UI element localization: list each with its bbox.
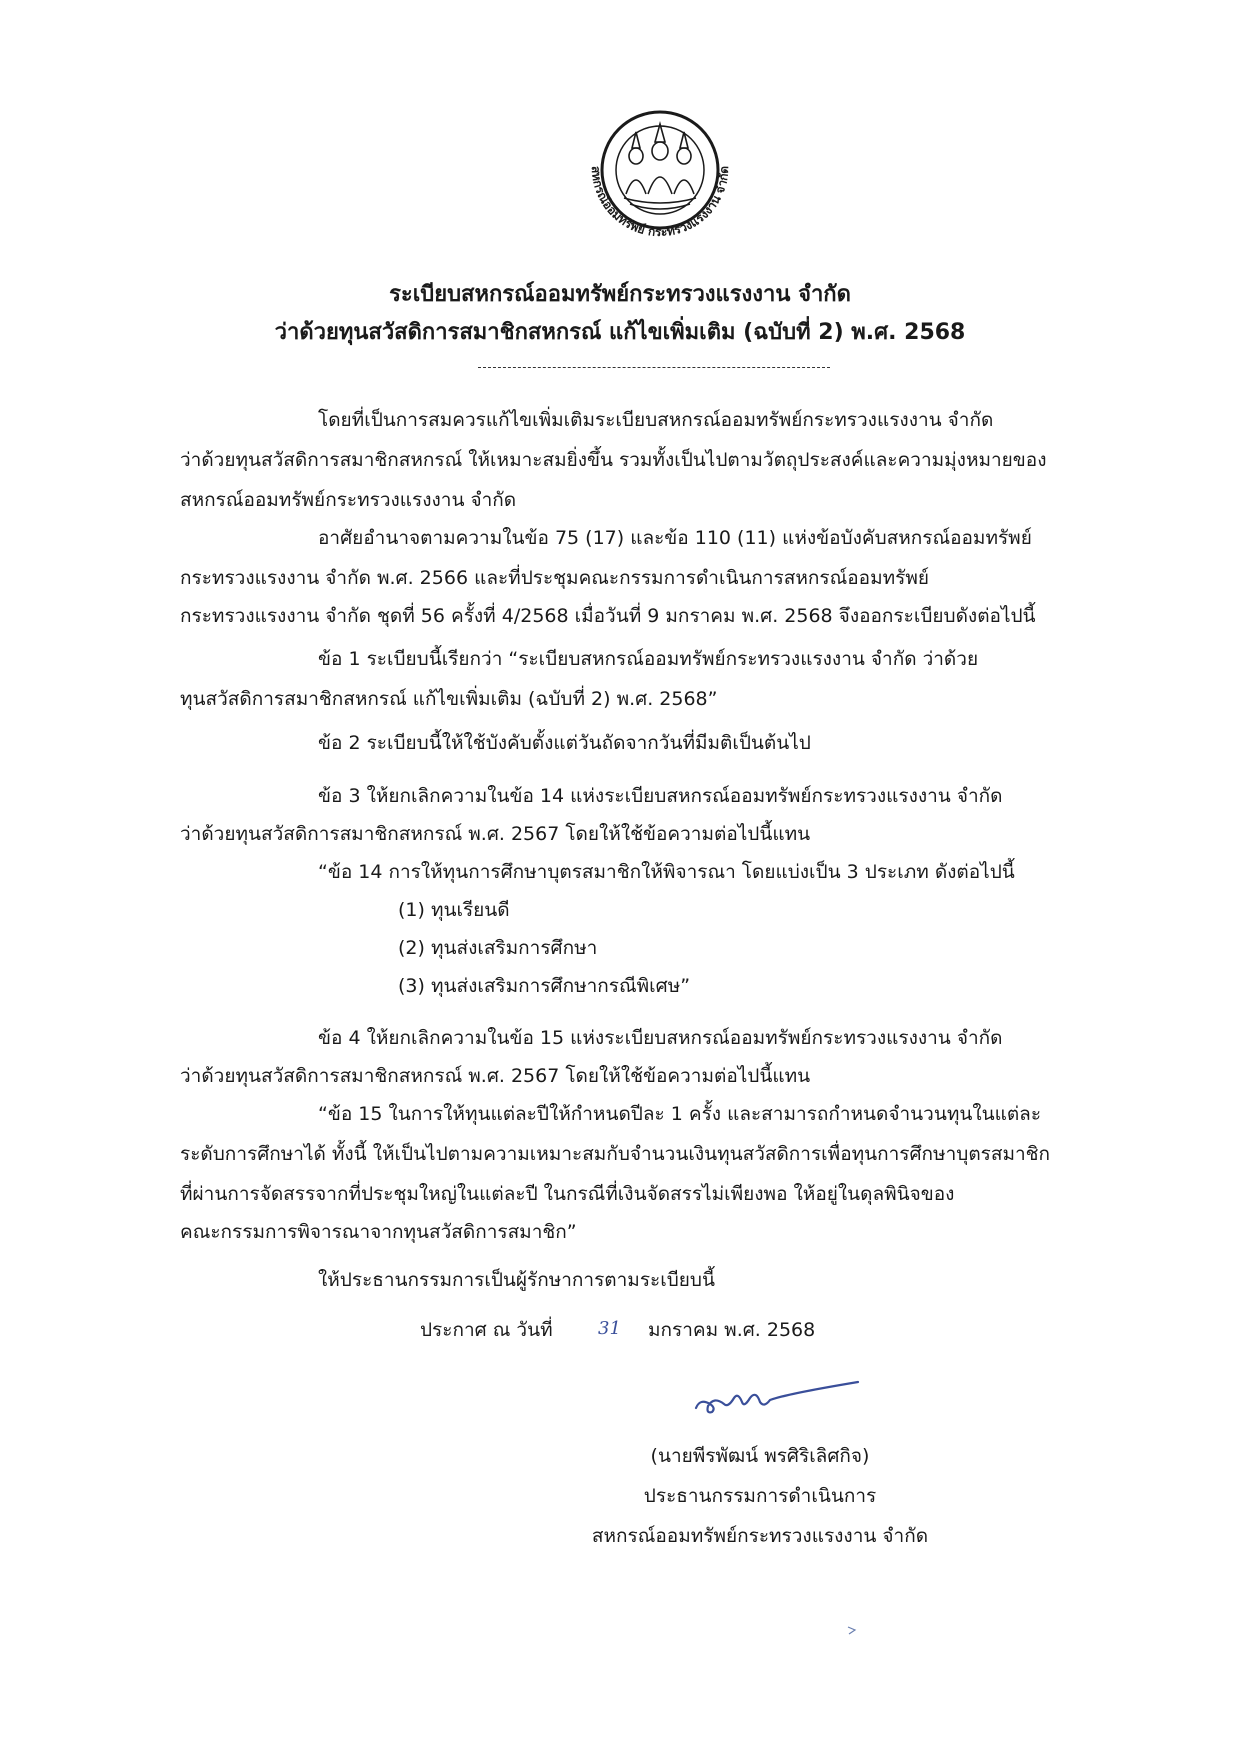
authority-line: อาศัยอำนาจตามความในข้อ 75 (17) และข้อ 110 (11) แห่งข้อบังคับสหกรณ์ออมทรัพย์ (318, 527, 1032, 549)
clause-1: ข้อ 1 ระเบียบนี้เรียกว่า “ระเบียบสหกรณ์ออมทรัพย์กระทรวงแรงงาน จำกัด ว่าด้วย (318, 648, 979, 670)
handwritten-signature-icon (690, 1368, 860, 1424)
preamble-line: โดยที่เป็นการสมควรแก้ไขเพิ่มเติมระเบียบสหกรณ์ออมทรัพย์กระทรวงแรงงาน จำกัด (318, 409, 994, 431)
clause-2: ข้อ 2 ระเบียบนี้ให้ใช้บังคับตั้งแต่วันถัดจากวันที่มีมติเป็นต้นไป (318, 732, 811, 754)
document-subtitle: ว่าด้วยทุนสวัสดิการสมาชิกสหกรณ์ แก้ไขเพิ่มเติม (ฉบับที่ 2) พ.ศ. 2568 (274, 320, 966, 345)
document-title: ระเบียบสหกรณ์ออมทรัพย์กระทรวงแรงงาน จำกัด (389, 282, 851, 307)
cooperative-seal-icon (560, 108, 760, 268)
title-divider (478, 367, 830, 368)
clause-3-quote: “ข้อ 14 การให้ทุนการศึกษาบุตรสมาชิกให้พิจารณา โดยแบ่งเป็น 3 ประเภท ดังต่อไปนี้ (318, 861, 1015, 883)
clause-3: ข้อ 3 ให้ยกเลิกความในข้อ 14 แห่งระเบียบสหกรณ์ออมทรัพย์กระทรวงแรงงาน จำกัด (318, 785, 1003, 807)
clause-4-cont: ว่าด้วยทุนสวัสดิการสมาชิกสหกรณ์ พ.ศ. 2567 โดยให้ใช้ข้อความต่อไปนี้แทน (180, 1065, 811, 1087)
preamble-line: ว่าด้วยทุนสวัสดิการสมาชิกสหกรณ์ ให้เหมาะสมยิ่งขึ้น รวมทั้งเป็นไปตามวัตถุประสงค์และความมุ่งหมายของ (180, 449, 1047, 471)
clause-4-quote-cont: ที่ผ่านการจัดสรรจากที่ประชุมใหญ่ในแต่ละปี ในกรณีที่เงินจัดสรรไม่เพียงพอ ให้อยู่ในดุลพินิจของ (180, 1183, 955, 1205)
signatory-name: (นายพีรพัฒน์ พรศิริเลิศกิจ) (650, 1445, 870, 1467)
announce-suffix: มกราคม พ.ศ. 2568 (648, 1319, 816, 1341)
clause-1-cont: ทุนสวัสดิการสมาชิกสหกรณ์ แก้ไขเพิ่มเติม (ฉบับที่ 2) พ.ศ. 2568” (180, 688, 718, 710)
stray-ink-mark (846, 1624, 858, 1636)
signatory-position: ประธานกรรมการดำเนินการ (643, 1485, 877, 1507)
list-item: (2) ทุนส่งเสริมการศึกษา (398, 937, 598, 959)
announce-day: 31 (598, 1318, 621, 1339)
clause-4: ข้อ 4 ให้ยกเลิกความในข้อ 15 แห่งระเบียบสหกรณ์ออมทรัพย์กระทรวงแรงงาน จำกัด (318, 1027, 1003, 1049)
clause-4-quote-cont: คณะกรรมการพิจารณาจากทุนสวัสดิการสมาชิก” (180, 1221, 577, 1243)
announce-prefix: ประกาศ ณ วันที่ (420, 1319, 553, 1341)
list-item: (1) ทุนเรียนดี (398, 899, 510, 921)
clause-4-quote-cont: ระดับการศึกษาได้ ทั้งนี้ ให้เป็นไปตามความเหมาะสมกับจำนวนเงินทุนสวัสดิการเพื่อทุนการศึกษาบุตรสมาชิก (180, 1143, 1051, 1165)
svg-text:สหกรณ์ออมทรัพย์ กระทรวงแรงงาน: สหกรณ์ออมทรัพย์ กระทรวงแรงงาน จำกัด (588, 165, 732, 240)
authority-line: กระทรวงแรงงาน จำกัด ชุดที่ 56 ครั้งที่ 4/2568 เมื่อวันที่ 9 มกราคม พ.ศ. 2568 จึงออกระเบียบดังต่อไปนี้ (180, 605, 1036, 627)
clause-4-quote: “ข้อ 15 ในการให้ทุนแต่ละปีให้กำหนดปีละ 1 ครั้ง และสามารถกำหนดจำนวนทุนในแต่ละ (318, 1103, 1042, 1125)
list-item: (3) ทุนส่งเสริมการศึกษากรณีพิเศษ” (398, 975, 691, 997)
enforcement-line: ให้ประธานกรรมการเป็นผู้รักษาการตามระเบียบนี้ (318, 1269, 715, 1291)
authority-line: กระทรวงแรงงาน จำกัด พ.ศ. 2566 และที่ประชุมคณะกรรมการดำเนินการสหกรณ์ออมทรัพย์ (180, 567, 929, 589)
preamble-line: สหกรณ์ออมทรัพย์กระทรวงแรงงาน จำกัด (180, 489, 517, 511)
clause-3-cont: ว่าด้วยทุนสวัสดิการสมาชิกสหกรณ์ พ.ศ. 2567 โดยให้ใช้ข้อความต่อไปนี้แทน (180, 823, 811, 845)
signatory-organization: สหกรณ์ออมทรัพย์กระทรวงแรงงาน จำกัด (591, 1525, 929, 1547)
